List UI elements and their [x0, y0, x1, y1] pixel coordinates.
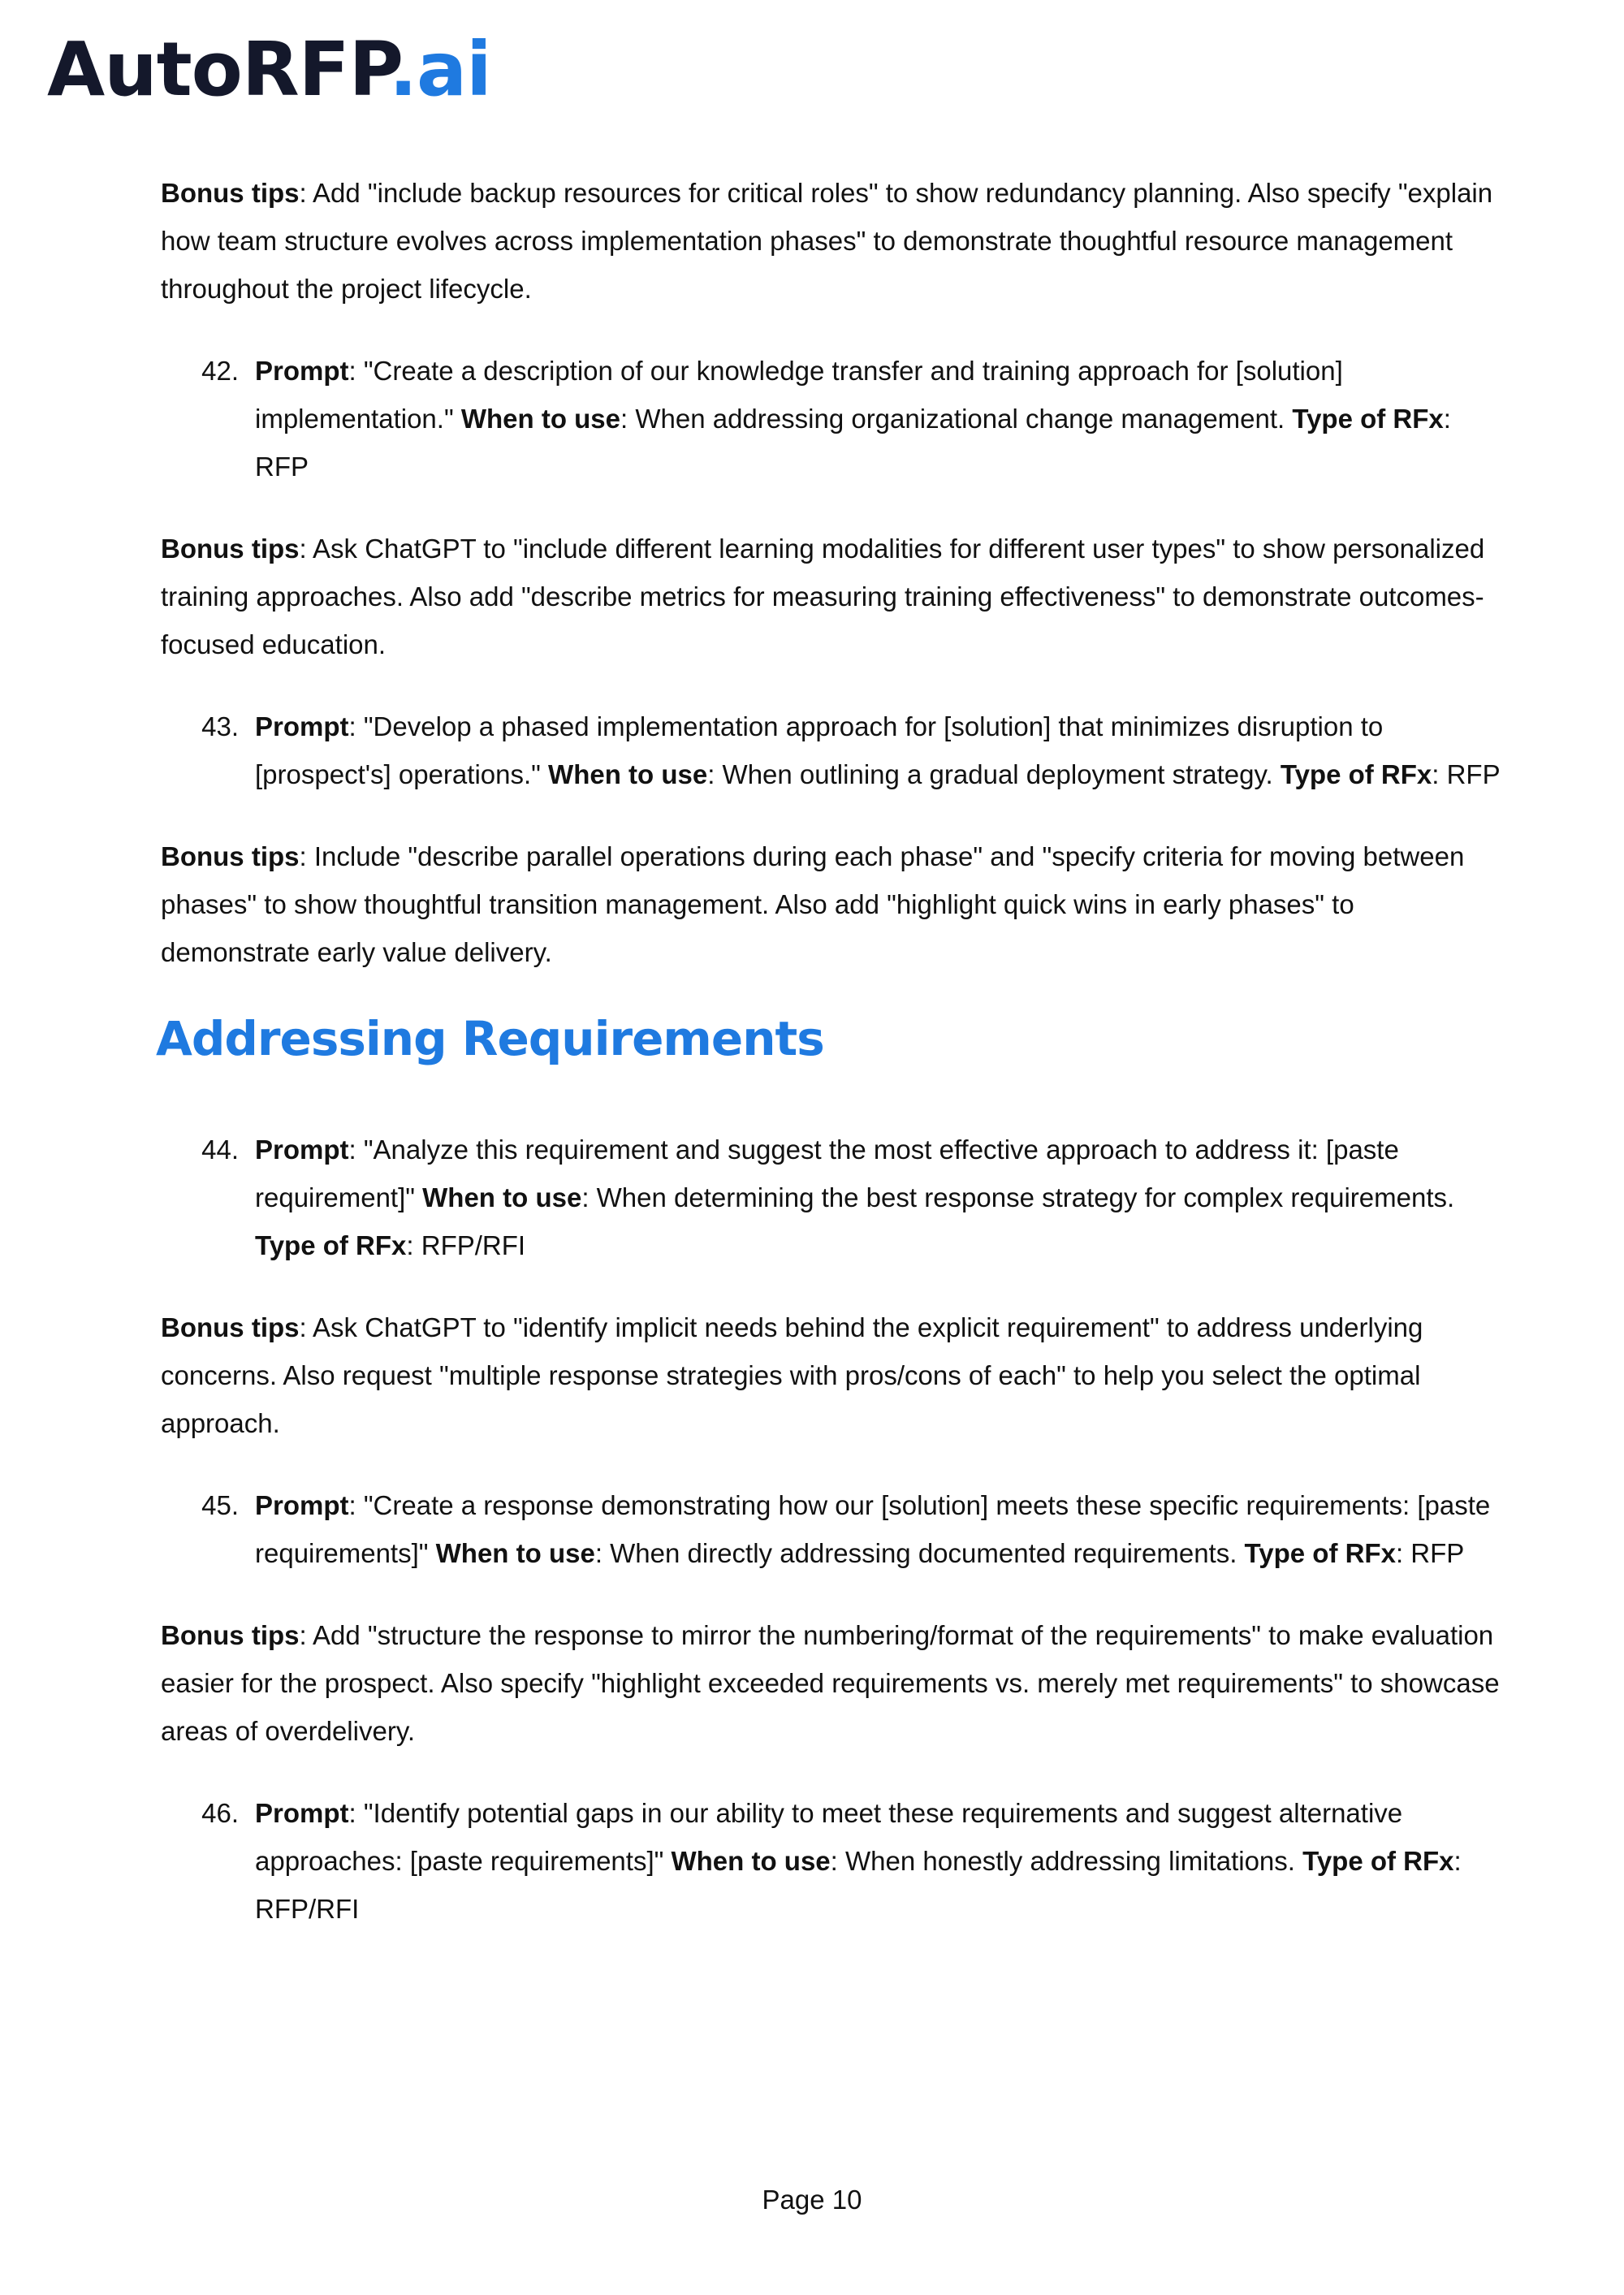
- when-to-use-text: : When outlining a gradual deployment strategy.: [707, 759, 1281, 789]
- prompt-item-43: [156, 702, 1504, 798]
- item-number: 46.: [201, 1798, 239, 1828]
- prompt-text: : "Create a description of our knowledge transfer and training approach for [solution] implementation.": [255, 356, 1343, 434]
- prompt-item-44: [156, 1126, 1504, 1269]
- item-number: 42.: [201, 356, 239, 386]
- prompt-item-45: [156, 1481, 1504, 1577]
- item-body: [255, 1789, 1504, 1933]
- bonus-tips-label: Bonus tips: [161, 841, 300, 871]
- bonus-tips-label: Bonus tips: [161, 1620, 300, 1650]
- prompt-label: Prompt: [255, 1490, 349, 1520]
- autorfp-logo: [47, 26, 491, 113]
- section-heading: Addressing Requirements: [156, 1011, 824, 1066]
- prompt-text: : "Identify potential gaps in our ability to meet these requirements and suggest alternative approaches: [paste requirements]": [255, 1798, 1403, 1876]
- page-number: Page 10: [762, 2185, 862, 2215]
- item-body: [255, 702, 1504, 798]
- item-body: [255, 1481, 1504, 1577]
- when-to-use-label: When to use: [435, 1538, 595, 1568]
- bonus-tips-label: Bonus tips: [161, 1312, 300, 1342]
- prompt-text: : "Analyze this requirement and suggest the most effective approach to address it: [paste requirement]": [255, 1135, 1399, 1212]
- bonus-tip-text: : Add "structure the response to mirror the numbering/format of the requirements" to make evaluation easier for the prospect. Also specify "highlight exceeded requirements vs. merely met requirements" to showcase areas of overdelivery.: [161, 1620, 1500, 1746]
- prompt-label: Prompt: [255, 1135, 349, 1165]
- when-to-use-text: : When determining the best response strategy for complex requirements.: [581, 1182, 1455, 1212]
- bonus-tip-text: : Ask ChatGPT to "identify implicit needs behind the explicit requirement" to address underlying concerns. Also request "multiple response strategies with pros/cons of each" to help you select the optimal approach.: [161, 1312, 1423, 1438]
- prompt-item-42: [156, 347, 1504, 491]
- item-number: 43.: [201, 711, 239, 741]
- prompt-label: Prompt: [255, 711, 349, 741]
- when-to-use-text: : When addressing organizational change management.: [620, 404, 1293, 434]
- type-of-rfx-label: Type of RFx: [1280, 759, 1432, 789]
- when-to-use-text: : When directly addressing documented requirements.: [594, 1538, 1245, 1568]
- logo-brand-text: AutoRFP: [47, 26, 390, 113]
- prompt-text: : "Develop a phased implementation approach for [solution] that minimizes disruption to [prospect's] operations.": [255, 711, 1384, 789]
- type-of-rfx-label: Type of RFx: [255, 1230, 407, 1260]
- prompt-label: Prompt: [255, 356, 349, 386]
- when-to-use-label: When to use: [422, 1182, 582, 1212]
- bonus-tip-41: [156, 169, 1504, 313]
- type-of-rfx-text: : RFP: [1395, 1538, 1465, 1568]
- bonus-tips-label: Bonus tips: [161, 534, 300, 564]
- prompt-text: : "Create a response demonstrating how our [solution] meets these specific requirements: [paste requirements]": [255, 1490, 1491, 1568]
- logo-tld-text: .ai: [389, 26, 491, 113]
- bonus-tip-44: [156, 1303, 1504, 1447]
- bonus-tip-text: : Add "include backup resources for critical roles" to show redundancy planning. Also specify "explain how team structure evolves across implementation phases" to demonstrate thoughtful resource management throughout the project lifecycle.: [161, 178, 1493, 304]
- when-to-use-label: When to use: [671, 1846, 831, 1876]
- type-of-rfx-label: Type of RFx: [1244, 1538, 1396, 1568]
- item-body: [255, 347, 1504, 491]
- bonus-tip-45: [156, 1611, 1504, 1755]
- type-of-rfx-text: : RFP: [1432, 759, 1501, 789]
- bonus-tips-label: Bonus tips: [161, 178, 300, 208]
- type-of-rfx-text: : RFP: [255, 404, 1451, 482]
- type-of-rfx-text: : RFP/RFI: [255, 1846, 1462, 1924]
- prompt-item-46: [156, 1789, 1504, 1933]
- when-to-use-label: When to use: [548, 759, 708, 789]
- bonus-tip-43: [156, 832, 1504, 976]
- type-of-rfx-text: : RFP/RFI: [406, 1230, 526, 1260]
- type-of-rfx-label: Type of RFx: [1292, 404, 1444, 434]
- item-body: [255, 1126, 1504, 1269]
- when-to-use-text: : When honestly addressing limitations.: [830, 1846, 1303, 1876]
- item-number: 44.: [201, 1135, 239, 1165]
- bonus-tip-text: : Ask ChatGPT to "include different learning modalities for different user types" to show personalized training approaches. Also add "describe metrics for measuring training effectiveness" to demonstrate outcomes-focused education.: [161, 534, 1485, 659]
- when-to-use-label: When to use: [460, 404, 621, 434]
- prompt-label: Prompt: [255, 1798, 349, 1828]
- type-of-rfx-label: Type of RFx: [1302, 1846, 1454, 1876]
- bonus-tip-text: : Include "describe parallel operations during each phase" and "specify criteria for moving between phases" to show thoughtful transition management. Also add "highlight quick wins in early phases" to demonstrate early value delivery.: [161, 841, 1465, 967]
- page-content: [156, 169, 1504, 1933]
- bonus-tip-42: [156, 525, 1504, 668]
- item-number: 45.: [201, 1490, 239, 1520]
